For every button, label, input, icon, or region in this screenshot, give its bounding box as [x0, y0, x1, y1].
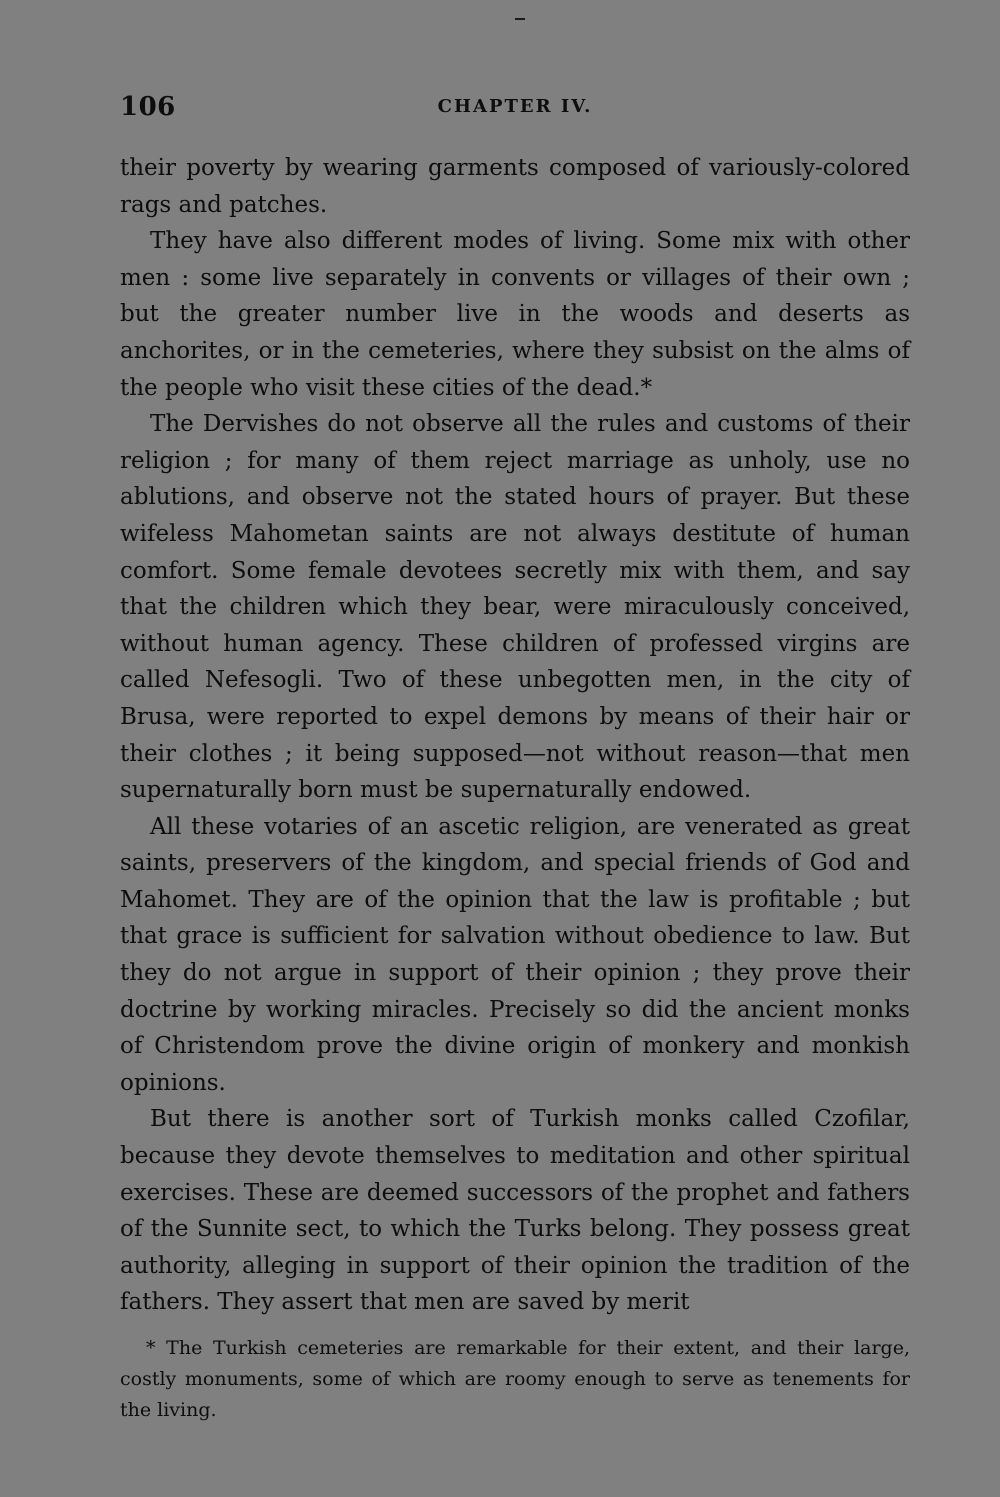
- page-header: [120, 92, 910, 126]
- paragraph: But there is another sort of Turkish monks called Czofilar, because they devote themselves to meditation and other spiritual exercises. These are deemed successors of the prophet and fathers of the Sunnite sect, to which the Turks belong. They possess great authority, alleging in support of their opinion the tradition of the fathers. They assert that men are saved by merit: [120, 1106, 910, 1316]
- print-speck: [515, 18, 525, 20]
- page-number: 106: [120, 92, 176, 122]
- body-text: [120, 150, 910, 1321]
- footnote: [120, 1333, 910, 1426]
- paragraph: their poverty by wearing garments composed of variously-colored rags and patches.: [120, 155, 910, 218]
- footnote-text: * The Turkish cemeteries are remarkable for their extent, and their large, costly monuments, some of which are roomy enough to serve as tenements for the living.: [120, 1337, 910, 1421]
- paragraph: They have also different modes of living. Some mix with other men : some live separately in convents or villages of their own ; but the greater number live in the woods and deserts as anchorites, or in the cemeteries, where they subsist on the alms of the people who visit these cities of the dead.*: [120, 228, 910, 401]
- paragraph: All these votaries of an ascetic religion, are venerated as great saints, preservers of the kingdom, and special friends of God and Mahomet. They are of the opinion that the law is profitable ; but that grace is sufficient for salvation without obedience to law. But they do not argue in support of their opinion ; they prove their doctrine by working miracles. Precisely so did the ancient monks of Christendom prove the divine origin of monkery and monkish opinions.: [120, 813, 910, 1096]
- paragraph: The Dervishes do not observe all the rules and customs of their religion ; for many of them reject marriage as unholy, use no ablutions, and observe not the stated hours of prayer. But these wifeless Mahometan saints are not always destitute of human comfort. Some female devotees secretly mix with them, and say that the children which they bear, were miraculously conceived, without human agency. These children of professed virgins are called Nefesogli. Two of these unbegotten men, in the city of Brusa, were reported to expel demons by means of their hair or their clothes ; it being supposed—not without reason—that men supernaturally born must be supernaturally endowed.: [120, 411, 910, 804]
- running-head: CHAPTER IV.: [437, 96, 593, 117]
